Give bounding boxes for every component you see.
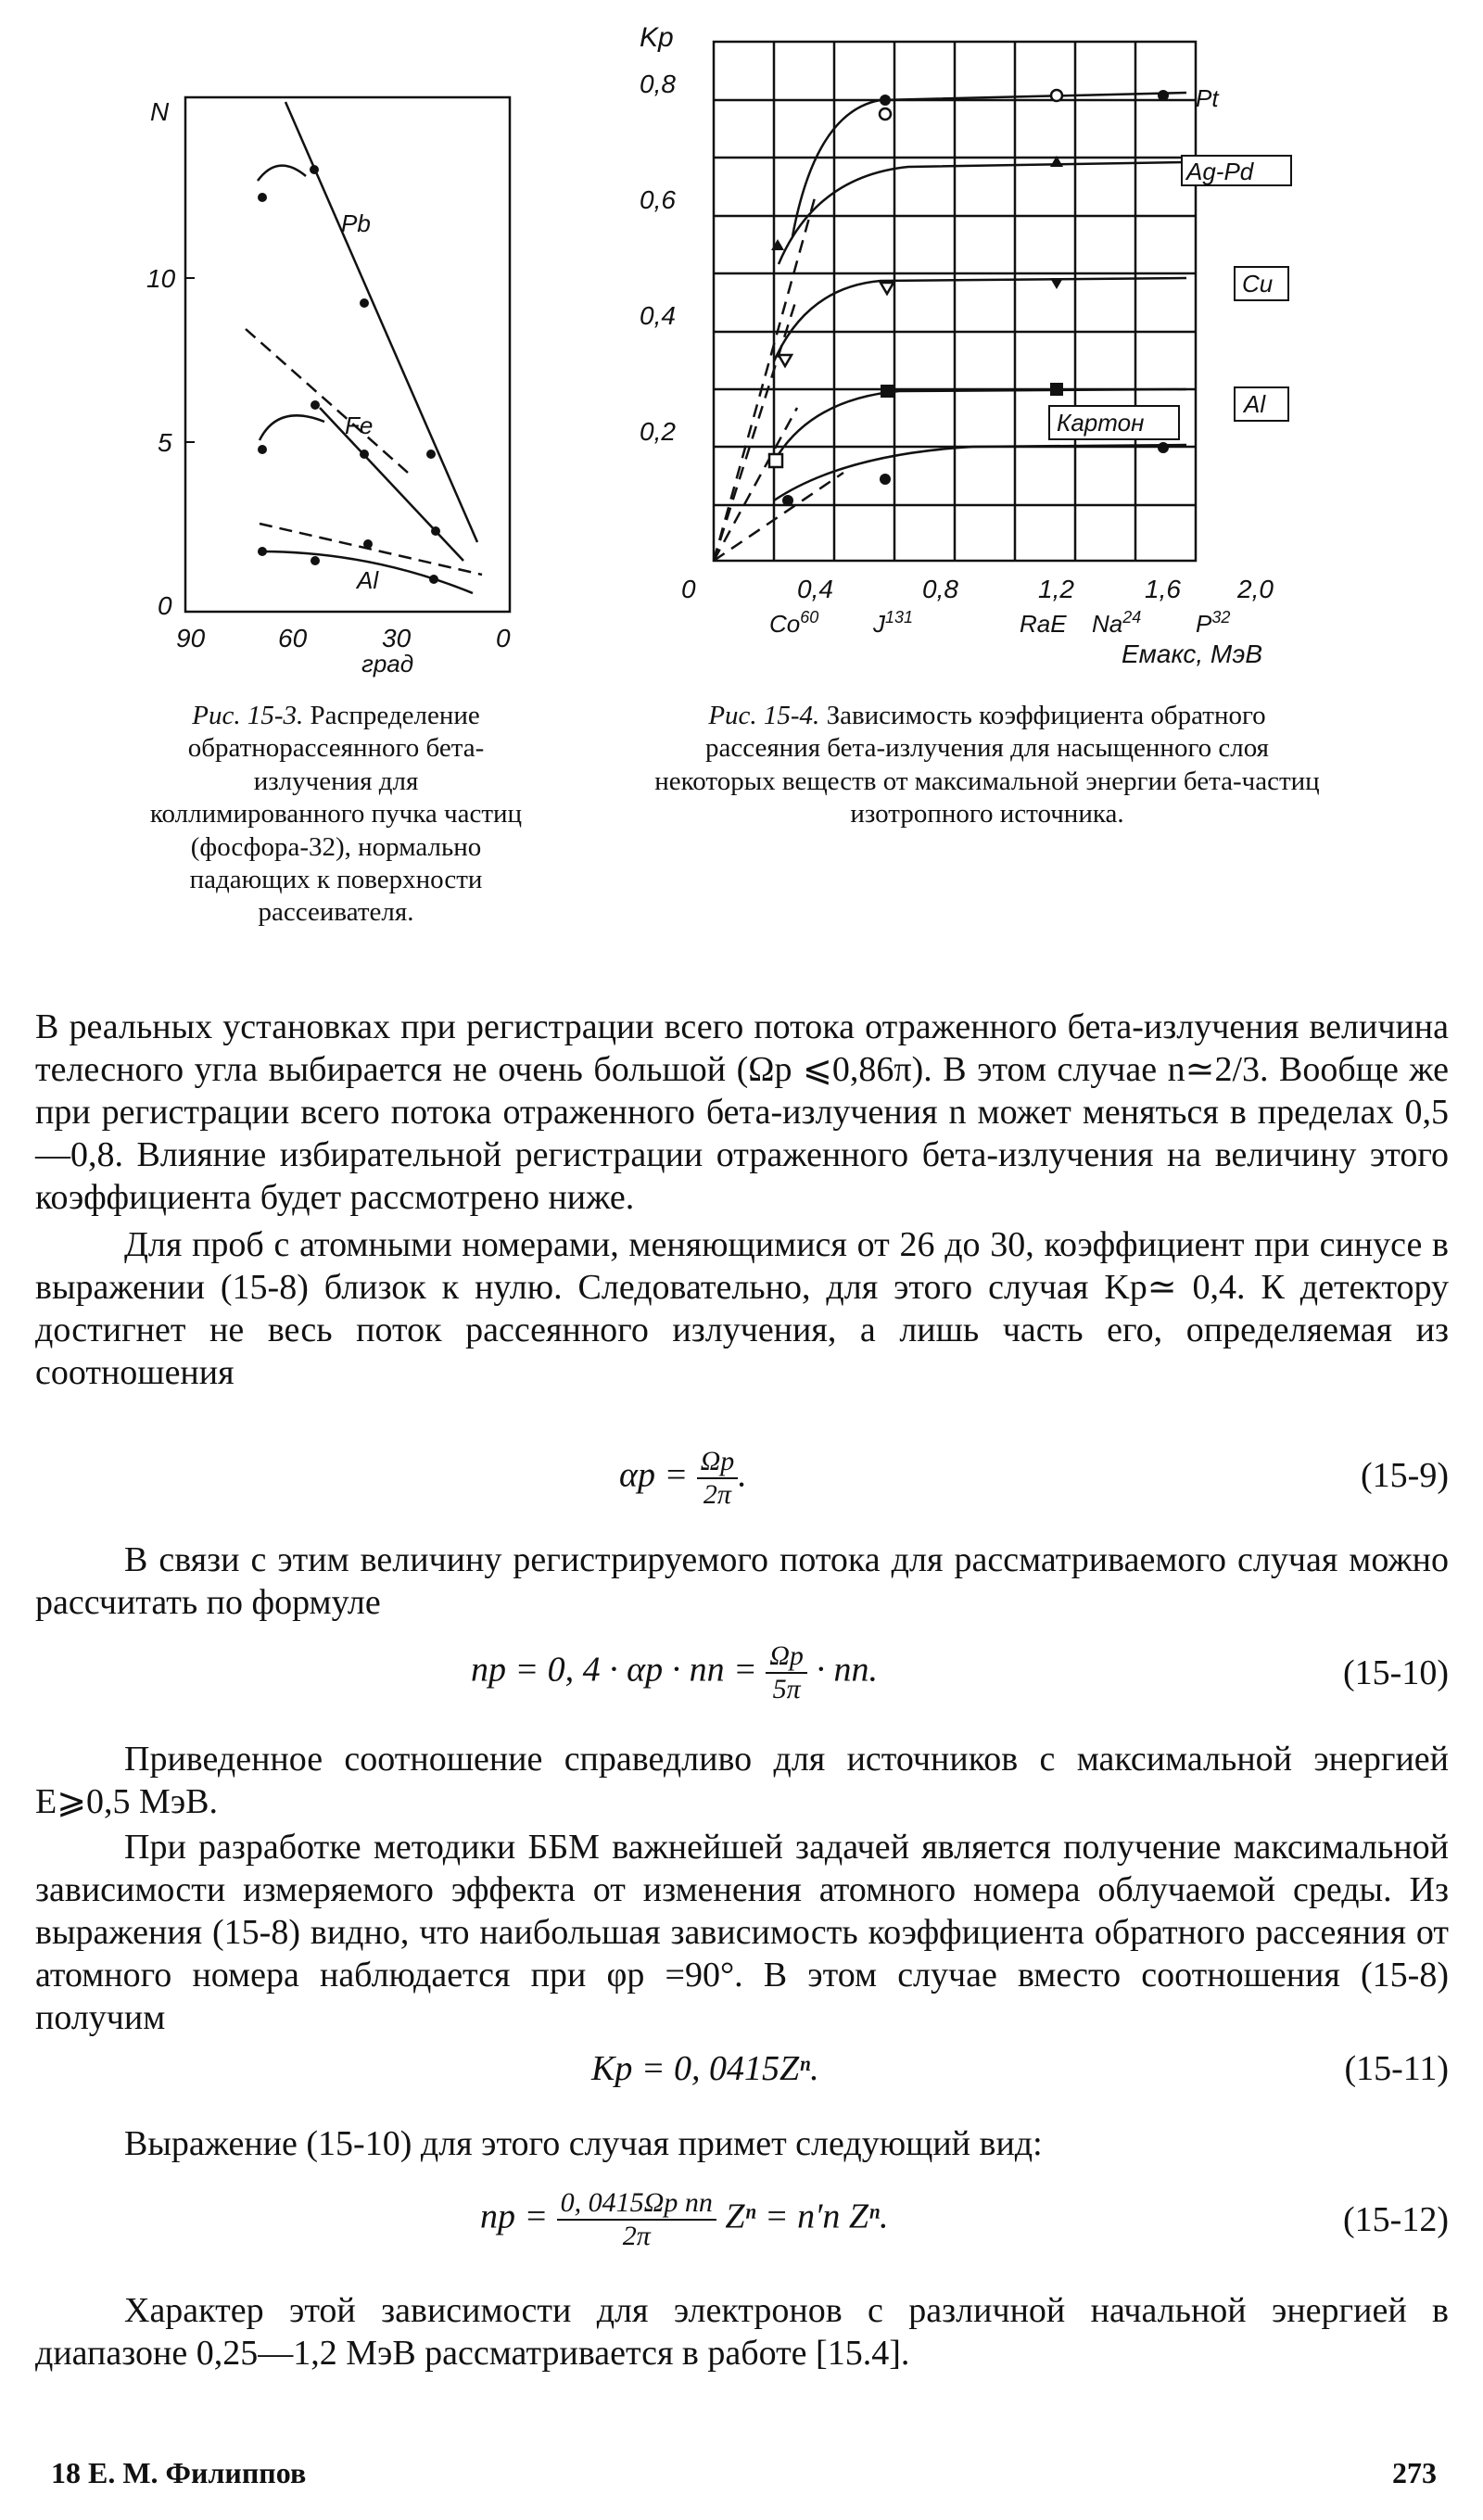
- formula-15-12: nр = $\frac{\text{0, 0415Ωр nп}}{2\pi}$ Zⁿ = n′п Zⁿ. (15-12): [480, 2187, 1449, 2251]
- fe-line: [320, 408, 463, 561]
- paragraph-3: В связи с этим величину регистрируемого потока для рассматриваемого случая можно рассчитать по формуле: [35, 1540, 1449, 1622]
- agpd-curve: [779, 162, 1186, 264]
- x-tick-20: 2,0: [1237, 575, 1274, 603]
- fe-label: Fe: [345, 412, 374, 439]
- fe-point: [258, 445, 267, 454]
- y-tick-04: 0,4: [640, 301, 676, 330]
- equation-number: (15-9): [1361, 1456, 1449, 1495]
- y-axis-label: N: [150, 97, 170, 126]
- fe-point: [426, 450, 436, 459]
- equation-number: (15-10): [1343, 1653, 1449, 1692]
- figure-15-3: [139, 88, 538, 681]
- cu-point: [1050, 278, 1063, 289]
- pb-curve: [258, 166, 306, 181]
- cu-point: [779, 355, 792, 366]
- x-tick-04: 0,4: [797, 575, 833, 603]
- al-point: [880, 474, 891, 485]
- caption-figure-15-3: [148, 700, 524, 930]
- pt-label: Pt: [1196, 84, 1219, 112]
- formula-15-9: αр = $\frac{\Omega р}{2\pi}$ . (15-9): [619, 1446, 1449, 1510]
- isotope-co: Co$^{60}$: [769, 608, 819, 638]
- y-tick-08: 0,8: [640, 70, 676, 98]
- caption-figure-15-4: [653, 700, 1321, 831]
- cu-label: Cu: [1242, 270, 1274, 298]
- agpd-label: Ag-Pd: [1186, 158, 1254, 185]
- isotope-j: $J^{131}$: [873, 608, 914, 638]
- pb-point: [360, 298, 369, 308]
- karton-point: [769, 454, 782, 467]
- x-tick-90: 90: [176, 624, 206, 652]
- x-tick-60: 60: [278, 624, 308, 652]
- pb-label: Pb: [341, 209, 371, 237]
- paragraph-7: Характер этой зависимости для электронов с различной начальной энергией в диапазоне 0,25—1,2 МэВ рассматривается в работе [15.4].: [35, 2291, 1449, 2373]
- grid: [714, 42, 1196, 561]
- paragraph-4: Приведенное соотношение справедливо для источников с максимальной энергией E⩾0,5 МэВ.: [35, 1740, 1449, 1821]
- caption-text: Зависимость коэффициента обратного рассеяния бета-излучения для насыщенного слоя некоторых веществ от максимальной энергии бета-частиц изотропного источника.: [654, 701, 1320, 829]
- y-axis-label: Kр: [640, 22, 674, 53]
- y-tick-5: 5: [158, 428, 172, 457]
- figure-15-4: [602, 19, 1307, 667]
- x-tick-0: 0: [496, 624, 511, 652]
- x-tick-0: 0: [681, 575, 696, 603]
- x-tick-12: 1,2: [1038, 575, 1074, 603]
- karton-point: [1050, 383, 1063, 396]
- paragraph-6: Выражение (15-10) для этого случая примет следующий вид:: [124, 2124, 1043, 2163]
- equation-number: (15-11): [1344, 2049, 1449, 2088]
- pb-point: [258, 193, 267, 202]
- equation-number: (15-12): [1343, 2200, 1449, 2239]
- y-tick-10: 10: [146, 264, 176, 293]
- page-number: 273: [1392, 2456, 1437, 2489]
- x-tick-16: 1,6: [1145, 575, 1181, 603]
- fe-point: [311, 400, 320, 410]
- y-tick-02: 0,2: [640, 417, 676, 446]
- x-axis-label: Eмакс, МэВ: [1122, 639, 1262, 667]
- isotope-p: $P^{32}$: [1196, 608, 1231, 638]
- al-point: [429, 575, 438, 584]
- y-tick-06: 0,6: [640, 185, 676, 214]
- paragraph-5: При разработке методики ББМ важнейшей задачей является получение максимальной зависимости измеряемого эффекта от изменения атомного номера облучаемой среды. Из выражения (15-8) видно, что наибольшая зависимость коэффициента обратного рассеяния от атомного номера наблюдается при φр =90°. В этом случае вместо соотношения (15-8) получим: [35, 1828, 1449, 2037]
- caption-text: Распределение обратнорассеянного бета-излучения для коллимированного пучка частиц (фосфора-32), нормально падающих к поверхности рассеивателя.: [149, 701, 523, 928]
- isotope-rae: RaE: [1020, 610, 1067, 638]
- al-point: [1158, 442, 1169, 453]
- x-tick-30: 30: [382, 624, 412, 652]
- isotope-na: Na$^{24}$: [1092, 608, 1142, 638]
- caption-number: Рис. 15-4.: [708, 701, 820, 730]
- fe-point: [431, 526, 440, 536]
- fe-line: [246, 329, 408, 473]
- pt-point: [880, 108, 891, 120]
- al-label: Al: [1244, 390, 1266, 418]
- karton-label: Картон: [1057, 409, 1145, 437]
- x-unit: град: [361, 650, 414, 677]
- fe-curve: [260, 415, 324, 440]
- footer-signature: 18 Е. М. Филиппов: [51, 2456, 307, 2489]
- caption-number: Рис. 15-3.: [192, 701, 304, 730]
- al-curve: [774, 445, 1186, 500]
- pt-point: [880, 95, 891, 106]
- formula-15-11: Kр = 0, 0415Zⁿ. (15-11): [591, 2049, 1449, 2088]
- plot-frame: [185, 97, 510, 612]
- x-tick-08: 0,8: [922, 575, 958, 603]
- cu-curve: [774, 278, 1186, 361]
- al-point: [363, 539, 373, 549]
- cu-point: [881, 283, 894, 294]
- paragraph-2: Для проб с атомными номерами, меняющимися от 26 до 30, коэффициент при синусе в выражении (15-8) близок к нулю. Следовательно, для этого случая Kр≃ 0,4. К детектору достигнет не весь поток рассеянного излучения, а лишь часть его, определяемая из соотношения: [35, 1225, 1449, 1392]
- paragraph-1: В реальных установках при регистрации всего потока отраженного бета-излучения величина телесного угла выбирается не очень большой (Ωр ⩽0,86π). В этом случае n≃2/3. Вообще же при регистрации всего потока отраженного бета-излучения n может меняться в пределах 0,5—0,8. Влияние избирательной регистрации отраженного бета-излучения на величину этого коэффициента будет рассмотрено ниже.: [35, 1007, 1449, 1217]
- fe-point: [360, 450, 369, 459]
- al-point: [782, 495, 793, 506]
- al-label: Al: [357, 566, 379, 594]
- pt-point: [1051, 90, 1062, 101]
- formula-15-10: nр = 0, 4 · αр · nп = $\frac{\Omega р}{5\pi}$ · nп. (15-10): [471, 1640, 1449, 1704]
- al-point: [311, 556, 320, 565]
- pt-point: [1158, 90, 1169, 101]
- y-tick-0: 0: [158, 591, 172, 620]
- al-point: [258, 547, 267, 556]
- pb-point: [310, 165, 319, 174]
- karton-point: [881, 385, 894, 398]
